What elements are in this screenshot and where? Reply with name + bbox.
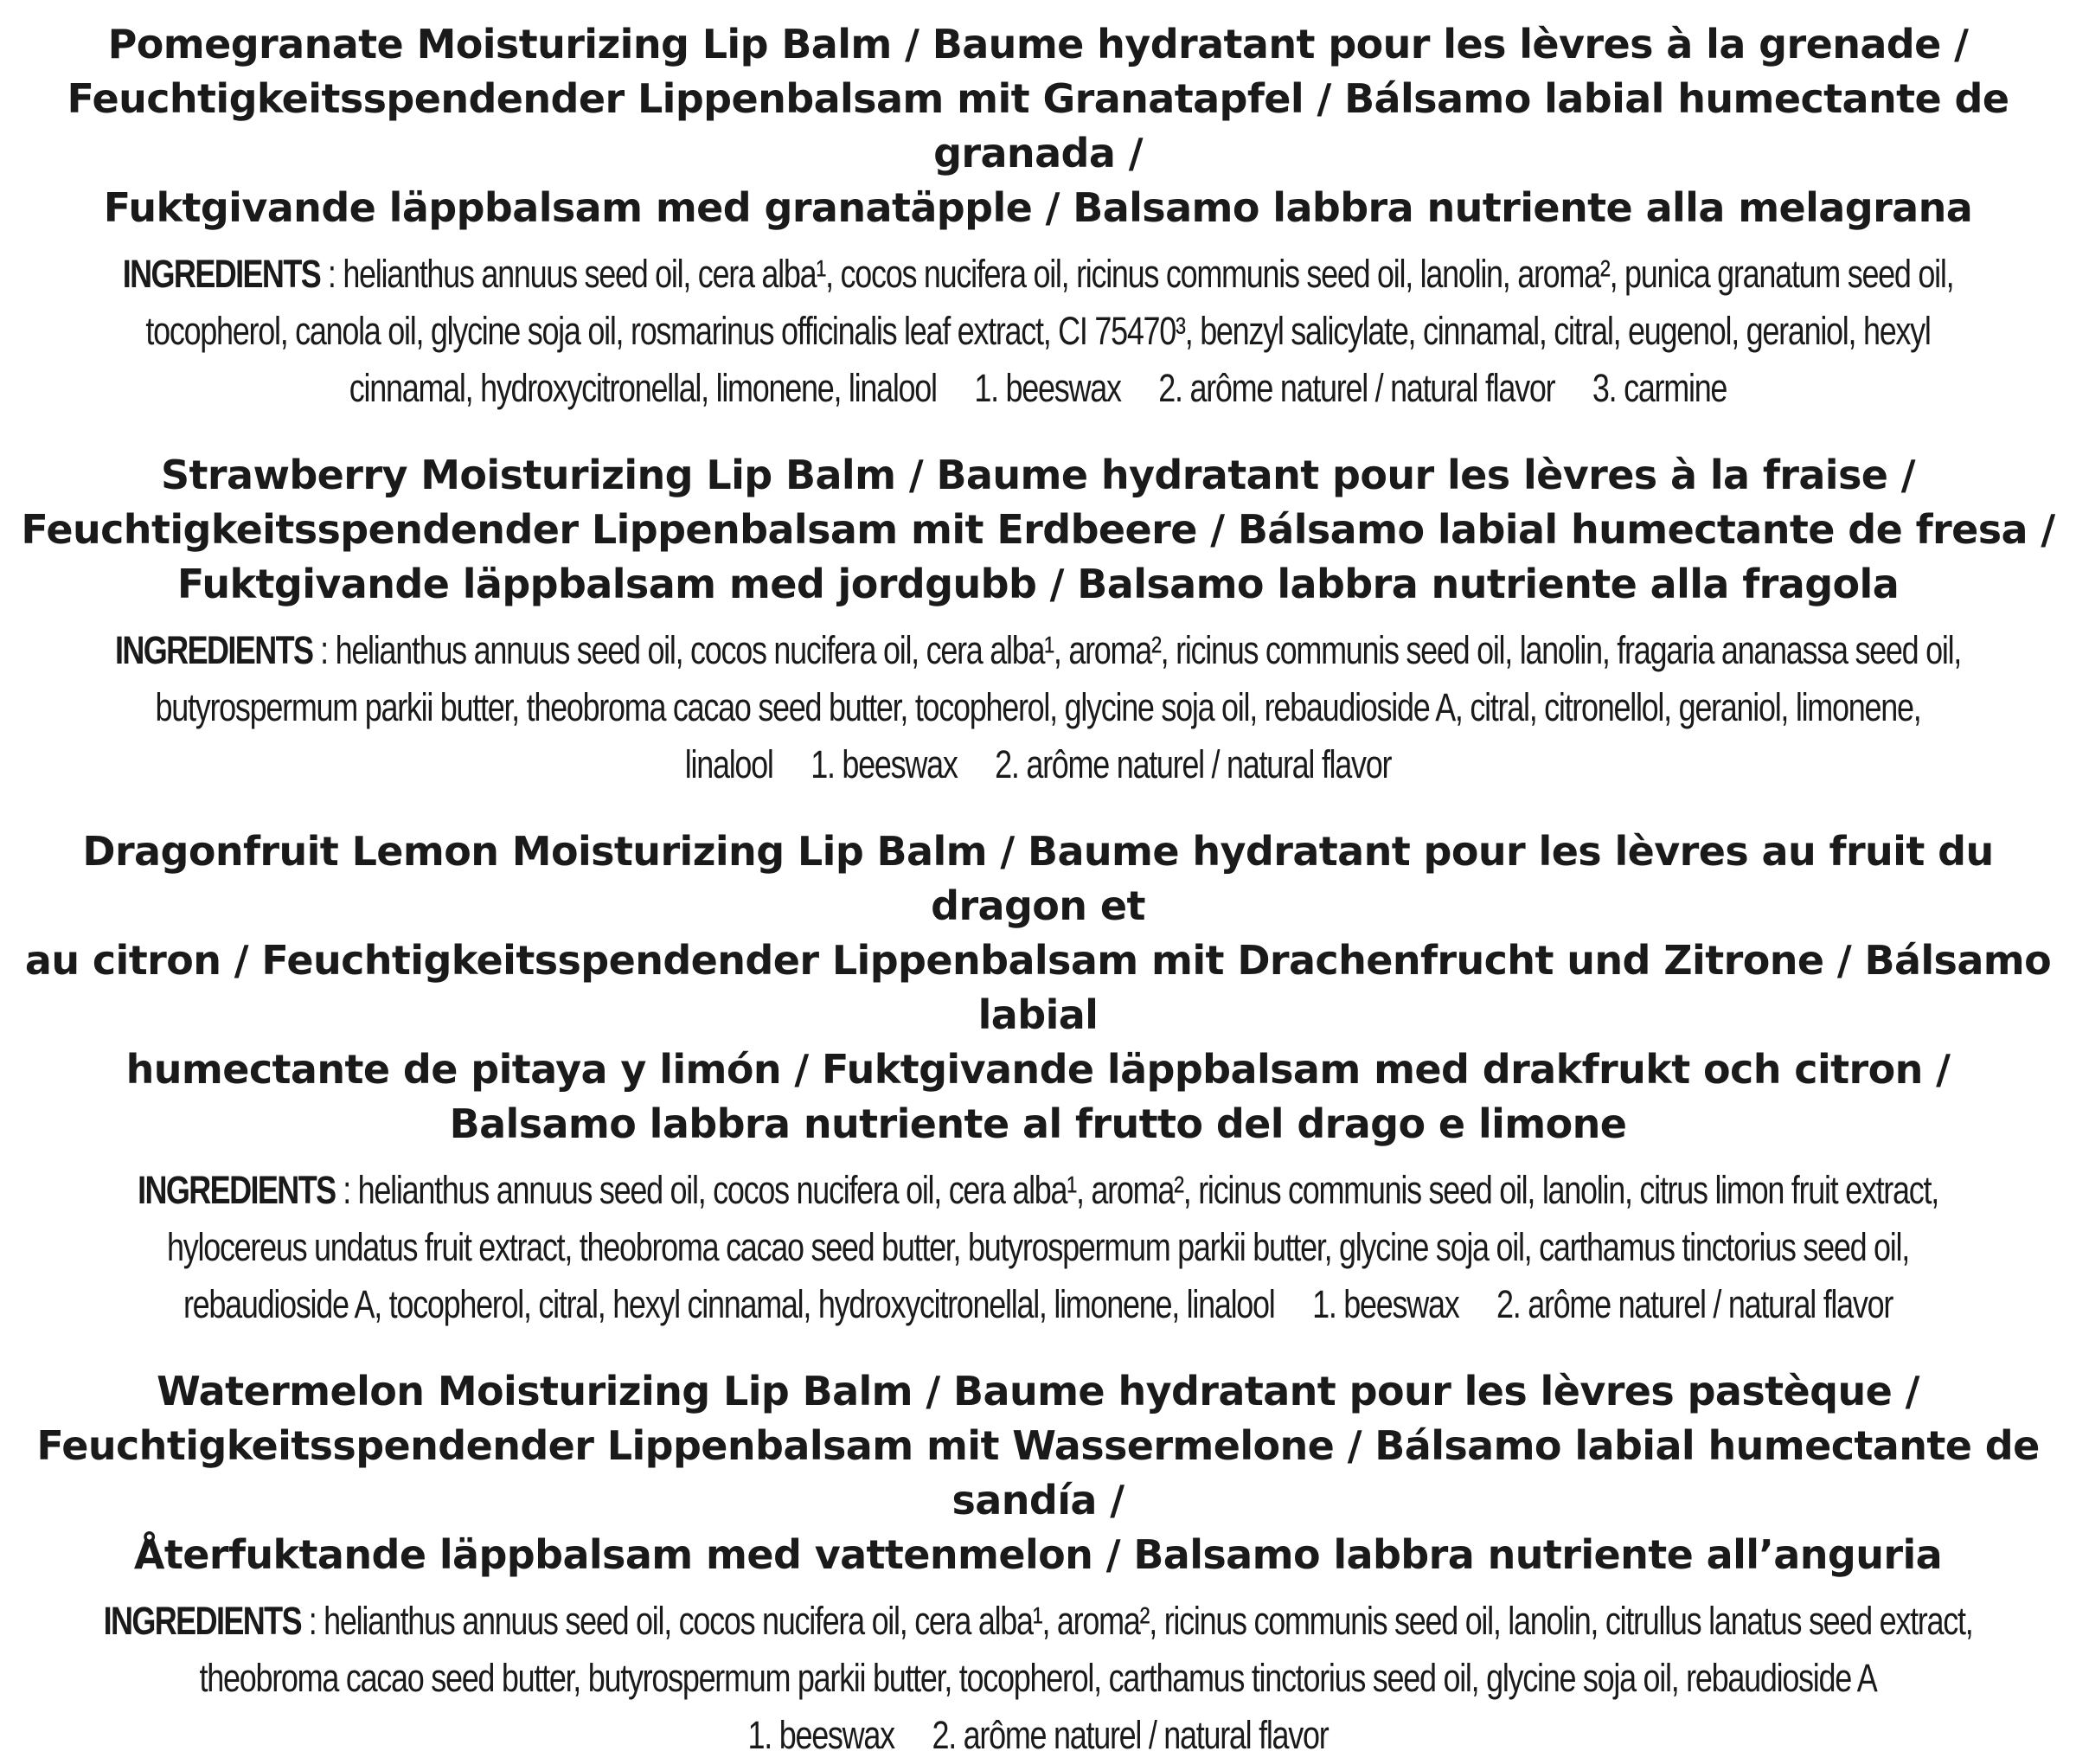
ingredients-list: [14, 246, 2062, 417]
footnote-natural-flavor: 2. arôme naturel / natural flavor: [1496, 1282, 1893, 1326]
title-line: Feuchtigkeitsspendender Lippenbalsam mit Erdbeere / Bálsamo labial humectante de fresa /: [21, 506, 2055, 553]
title-line: Pomegranate Moisturizing Lip Balm / Baume hydratant pour les lèvres à la grenade /: [107, 21, 1969, 67]
title-line: Feuchtigkeitsspendender Lippenbalsam mit Wassermelone / Bálsamo labial humectante de sandía /: [36, 1422, 2040, 1523]
ingredients-line: helianthus annuus seed oil, cocos nucifera oil, cera alba¹, aroma², ricinus communis seed oil, lanolin, fragaria ananassa seed oil,: [335, 628, 1962, 672]
title-line: Feuchtigkeitsspendender Lippenbalsam mit Granatapfel / Bálsamo labial humectante de granada /: [67, 75, 2009, 176]
footnote-beeswax: 1. beeswax: [1312, 1282, 1459, 1326]
ingredients-line: butyrospermum parkii butter, theobroma cacao seed butter, tocopherol, glycine soja oil, rebaudioside A, citral, citronellol, geraniol, limonene,: [155, 685, 1921, 729]
ingredients-label: INGREDIENTS: [103, 1599, 301, 1643]
title-line: au citron / Feuchtigkeitsspendender Lippenbalsam mit Drachenfrucht und Zitrone / Bálsamo labial: [24, 937, 2052, 1038]
ingredients-separator: :: [300, 1599, 324, 1643]
title-line: Fuktgivande läppbalsam med granatäpple / Balsamo labbra nutriente alla melagrana: [103, 184, 1973, 231]
title-line: Strawberry Moisturizing Lip Balm / Baume hydratant pour les lèvres à la fraise /: [161, 452, 1915, 498]
title-line: Balsamo labbra nutriente al frutto del drago e limone: [449, 1100, 1627, 1147]
ingredients-line: theobroma cacao seed butter, butyrospermum parkii butter, tocopherol, carthamus tinctorius seed oil, glycine soja oil, rebaudioside A: [199, 1656, 1877, 1700]
footnote-beeswax: 1. beeswax: [747, 1713, 894, 1757]
ingredients-list: [14, 1593, 2062, 1764]
footnote-natural-flavor: 2. arôme naturel / natural flavor: [995, 742, 1392, 786]
footnote-carmine: 3. carmine: [1592, 366, 1727, 410]
ingredients-line: rebaudioside A, tocopherol, citral, hexyl cinnamal, hydroxycitronellal, limonene, linalool: [183, 1282, 1275, 1326]
footnote-beeswax: 1. beeswax: [811, 742, 958, 786]
product-title: [14, 448, 2062, 612]
product-title: [14, 1364, 2062, 1582]
ingredients-separator: :: [320, 252, 343, 296]
product-title: [14, 17, 2062, 235]
ingredients-line: hylocereus undatus fruit extract, theobroma cacao seed butter, butyrospermum parkii butter, glycine soja oil, carthamus tinctorius seed oil,: [167, 1225, 1909, 1269]
title-line: Återfuktande läppbalsam med vattenmelon / Balsamo labbra nutriente all’anguria: [133, 1531, 1943, 1578]
product-watermelon: [14, 1364, 2062, 1764]
footnote-natural-flavor: 2. arôme naturel / natural flavor: [1158, 366, 1555, 410]
ingredients-separator: :: [312, 628, 336, 672]
footnote-natural-flavor: 2. arôme naturel / natural flavor: [932, 1713, 1329, 1757]
ingredients-label: INGREDIENTS: [138, 1168, 336, 1212]
ingredients-line: helianthus annuus seed oil, cera alba¹, cocos nucifera oil, ricinus communis seed oil, lanolin, aroma², punica granatum seed oil,: [343, 252, 1954, 296]
title-line: humectante de pitaya y limón / Fuktgivande läppbalsam med drakfrukt och citron /: [125, 1046, 1951, 1093]
ingredients-line: tocopherol, canola oil, glycine soja oil, rosmarinus officinalis leaf extract, CI 75470³, benzyl salicylate, cinnamal, citral, eugenol, geraniol, hexyl: [145, 309, 1931, 353]
product-title: [14, 824, 2062, 1151]
ingredients-line: helianthus annuus seed oil, cocos nucifera oil, cera alba¹, aroma², ricinus communis seed oil, lanolin, citrullus lanatus seed extract,: [324, 1599, 1973, 1643]
ingredients-line: linalool: [684, 742, 773, 786]
title-line: Fuktgivande läppbalsam med jordgubb / Balsamo labbra nutriente alla fragola: [176, 561, 1900, 607]
product-pomegranate: [14, 17, 2062, 417]
ingredients-list: [14, 622, 2062, 793]
ingredients-line: cinnamal, hydroxycitronellal, limonene, linalool: [349, 366, 937, 410]
product-strawberry: [14, 448, 2062, 793]
ingredients-label: INGREDIENTS: [114, 628, 313, 672]
footnote-beeswax: 1. beeswax: [974, 366, 1121, 410]
product-dragonfruit-lemon: [14, 824, 2062, 1333]
ingredients-label: INGREDIENTS: [122, 252, 321, 296]
ingredients-line: helianthus annuus seed oil, cocos nucifera oil, cera alba¹, aroma², ricinus communis seed oil, lanolin, citrus limon fruit extract,: [357, 1168, 1938, 1212]
ingredients-list: [14, 1162, 2062, 1333]
ingredients-separator: :: [335, 1168, 358, 1212]
title-line: Dragonfruit Lemon Moisturizing Lip Balm / Baume hydratant pour les lèvres au fruit du dragon et: [82, 828, 1994, 929]
title-line: Watermelon Moisturizing Lip Balm / Baume hydratant pour les lèvres pastèque /: [157, 1368, 1919, 1414]
